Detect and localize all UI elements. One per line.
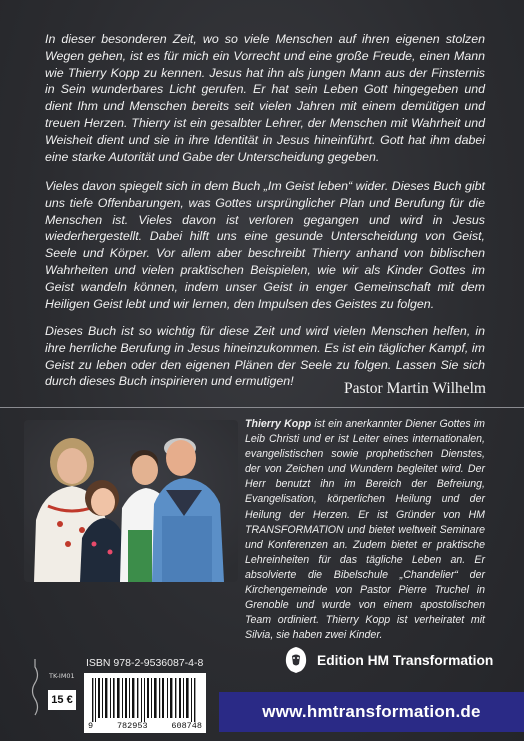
website-url: www.hmtransformation.de <box>262 702 481 721</box>
author-bio-text: ist ein anerkannter Diener Gottes im Leib Christi und er ist Leiter eines internationalen, evangelistischen sowie prophetischen Dienstes, der von Zeichen und Wundern begleitet wird. Der Herr benutzt ihn im Bereich der Befreiung, Evangelisation, körperlichen Heilung und der Heilung der Herzen. Er ist Gründer von HM TRANSFORMATION und bietet weltweit Seminare und Konferenzen an. Zudem bietet er praktische Lehreinheiten für das tägliche Leben an. Er absolvierte die Bibelschule „Chandelier“ der Kirchengemeinde von Pastor Pierre Truchel in Grenoble und wurde von einem apostolischen Team ordiniert. Thierry Kopp ist verheiratet mit Silvia, sie haben zwei Kinder. <box>245 418 486 642</box>
family-photo <box>24 420 238 582</box>
lion-logo-icon <box>283 646 309 674</box>
endorsement-paragraph-2: Vieles davon spiegelt sich in dem Buch „Im Geist leben“ wider. Dieses Buch gibt uns tiefe Offenbarungen, was Gottes ursprünglicher Plan und Berufung für die Menschen ist. Vieles davon ist verloren gegangen und wird in Jesus wiederhergestellt. Dabei hilft uns eine gesunde Unterscheidung von Geist, Seele und Körper. Vor allem aber beschreibt Thierry anhand von biblischen Wahrheiten und vielen praktischen Beispielen, wie wir als Kinder Gottes im Geist wandeln können, indem unser Geist in enger Gemeinschaft mit dem Heiligen Geist lebt und wir lernen, den Impulsen des Geistes zu folgen. <box>45 179 485 311</box>
barcode-digit-group: 608748 <box>171 721 202 731</box>
price-tag: 15 € <box>48 690 76 710</box>
endorsement-paragraph-3: Dieses Buch ist so wichtig für diese Zeit und wird vielen Menschen helfen, in ihre herrliche Berufung in Jesus hineinzukommen. Es ist ein täglicher Kampf, im Geist zu leben oder den eigenen Plänen der Seele zu folgen. Lassen Sie sich durch dieses Buch inspirieren und ermutigen! <box>45 324 485 389</box>
endorsement-signature: Pastor Martin Wilhelm <box>343 380 486 397</box>
publisher-block <box>283 645 493 675</box>
publisher-signature-logo-icon <box>28 657 42 717</box>
barcode <box>84 673 206 733</box>
product-code: TK-IM01 <box>49 672 75 680</box>
publisher-name: Edition HM Transformation <box>317 652 494 668</box>
family-photo-illustration <box>24 420 238 582</box>
section-divider <box>0 407 524 408</box>
isbn-label: ISBN 978-2-9536087-4-8 <box>86 657 204 669</box>
website-band <box>219 692 524 732</box>
barcode-digit-group: 9 <box>88 721 94 731</box>
endorsement-paragraph-1: In dieser besonderen Zeit, wo so viele Menschen auf ihren eigenen stolzen Wegen gehen, ist es für mich ein Vorrecht und eine große Freude, einen Mann wie Thierry Kopp zu kennen. Jesus hat ihn als jungen Mann aus der Finsternis in Sein wunderbares Licht gerufen. Er hat sein Leben Gott hingegeben und dient Ihm und Menschen bereits seit vielen Jahren mit einem demütigen und treuen Herzen. Thierry ist ein gesalbter Lehrer, der Menschen mit Wahrheit und Weisheit dient und sie in ihre Identität in Jesus hineinführt. Gott hat ihm dabei eine starke Autorität und Gabe der Unterscheidung gegeben. <box>45 32 485 164</box>
author-name: Thierry Kopp <box>245 418 312 430</box>
barcode-digits <box>84 721 206 731</box>
author-bio <box>245 417 485 643</box>
barcode-icon <box>84 676 206 724</box>
barcode-digit-group: 782953 <box>116 721 148 731</box>
